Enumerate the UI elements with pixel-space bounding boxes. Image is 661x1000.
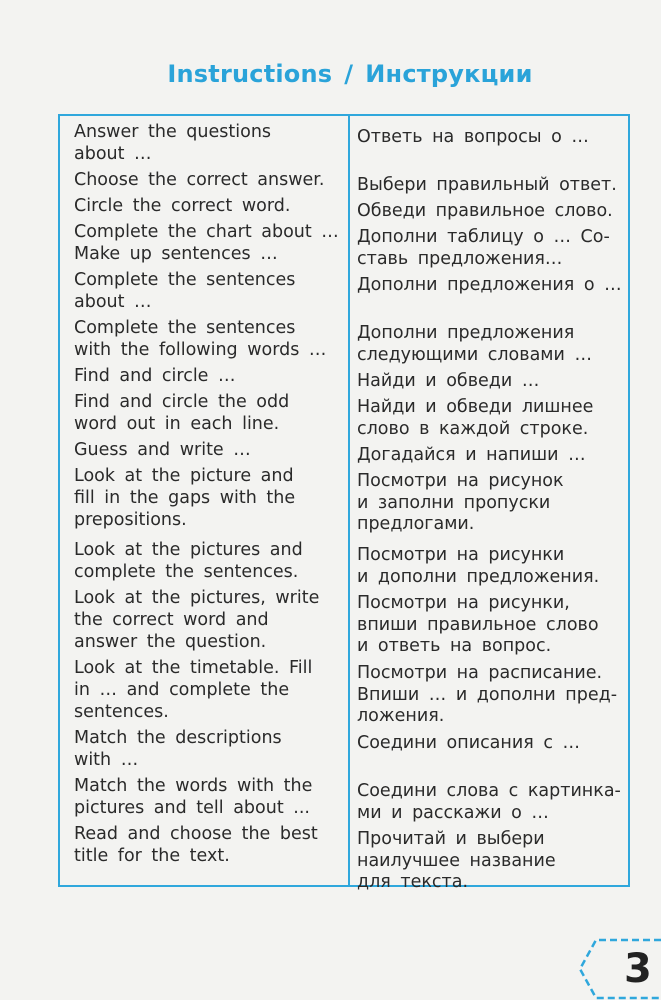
row-11-russian-line-1: Посмотри на рисунки bbox=[357, 545, 565, 565]
page-number: 3 bbox=[624, 946, 652, 992]
row-10-russian-line-2: и заполни пропуски bbox=[357, 492, 551, 513]
row-15-english-line-2: pictures and tell about ... bbox=[74, 798, 310, 818]
row-8-english-line-1: Find and circle the odd bbox=[74, 392, 290, 412]
title-separator: / bbox=[344, 60, 354, 88]
row-5-english-line-2: about … bbox=[74, 292, 152, 312]
title-russian: Инструкции bbox=[365, 60, 533, 88]
row-4-english-line-2: Make up sentences … bbox=[74, 244, 278, 264]
row-4-russian-line-2: ставь предложения… bbox=[357, 248, 563, 269]
column-divider bbox=[348, 114, 350, 887]
title-english: Instructions bbox=[167, 60, 333, 88]
row-11-english-line-2: complete the sentences. bbox=[74, 562, 299, 582]
row-7-russian-line-1: Найди и обведи … bbox=[357, 371, 540, 391]
row-8-english-line-2: word out in each line. bbox=[74, 414, 280, 434]
row-12-english-line-3: answer the question. bbox=[74, 632, 267, 652]
row-7-english-line-1: Find and circle … bbox=[74, 366, 236, 386]
row-12-english-line-2: the correct word and bbox=[74, 610, 269, 630]
row-1-english-line-2: about … bbox=[74, 144, 152, 164]
row-16-russian-line-1: Прочитай и выбери bbox=[357, 829, 545, 849]
row-9-english-line-1: Guess and write … bbox=[74, 440, 251, 460]
row-2-english-line-1: Choose the correct answer. bbox=[74, 170, 325, 190]
row-9-russian-line-1: Догадайся и напиши … bbox=[357, 445, 586, 465]
row-6-english-line-1: Complete the sentences bbox=[74, 318, 296, 338]
row-6-russian-line-2: следующими словами … bbox=[357, 344, 592, 365]
row-13-english-line-1: Look at the timetable. Fill bbox=[74, 658, 313, 678]
row-10-english-line-3: prepositions. bbox=[74, 510, 187, 530]
row-11-russian-line-2: и дополни предложения. bbox=[357, 566, 600, 587]
row-13-english-line-2: in … and complete the bbox=[74, 680, 290, 700]
row-2-russian-line-1: Выбери правильный ответ. bbox=[357, 175, 617, 195]
row-5-russian-line-1: Дополни предложения о … bbox=[357, 275, 622, 295]
row-15-english-line-1: Match the words with the bbox=[74, 776, 313, 796]
row-16-russian-line-3: для текста. bbox=[357, 872, 469, 892]
page-title bbox=[0, 60, 661, 88]
row-10-russian-line-1: Посмотри на рисунок bbox=[357, 471, 564, 491]
row-16-english-line-1: Read and choose the best bbox=[74, 824, 318, 844]
row-10-english-line-2: fill in the gaps with the bbox=[74, 488, 296, 508]
row-12-russian-line-3: и ответь на вопрос. bbox=[357, 636, 552, 656]
row-10-english-line-1: Look at the picture and bbox=[74, 466, 294, 486]
row-13-russian-line-3: ложения. bbox=[357, 706, 445, 726]
row-13-english-line-3: sentences. bbox=[74, 702, 169, 722]
row-13-russian-line-1: Посмотри на расписание. bbox=[357, 663, 603, 683]
row-14-english-line-1: Match the descriptions bbox=[74, 728, 282, 748]
row-8-russian-line-2: слово в каждой строке. bbox=[357, 418, 589, 439]
row-12-russian-line-1: Посмотри на рисунки, bbox=[357, 593, 570, 613]
row-6-english-line-2: with the following words … bbox=[74, 340, 327, 360]
row-3-english-line-1: Circle the correct word. bbox=[74, 196, 291, 216]
row-14-english-line-2: with … bbox=[74, 750, 139, 770]
row-4-russian-line-1: Дополни таблицу о … Со- bbox=[357, 227, 610, 247]
row-8-russian-line-1: Найди и обведи лишнее bbox=[357, 397, 594, 417]
row-15-russian-line-1: Соедини слова с картинка- bbox=[357, 781, 621, 801]
row-3-russian-line-1: Обведи правильное слово. bbox=[357, 201, 613, 221]
row-16-russian-line-2: наилучшее название bbox=[357, 850, 556, 871]
row-10-russian-line-3: предлогами. bbox=[357, 514, 475, 534]
row-15-russian-line-2: ми и расскажи о … bbox=[357, 802, 549, 823]
row-5-english-line-1: Complete the sentences bbox=[74, 270, 296, 290]
row-13-russian-line-2: Впиши … и дополни пред- bbox=[357, 684, 618, 705]
row-12-english-line-1: Look at the pictures, write bbox=[74, 588, 320, 608]
row-6-russian-line-1: Дополни предложения bbox=[357, 323, 575, 343]
row-14-russian-line-1: Соедини описания с … bbox=[357, 733, 580, 753]
row-16-english-line-2: title for the text. bbox=[74, 846, 230, 866]
row-12-russian-line-2: впиши правильное слово bbox=[357, 614, 599, 635]
row-11-english-line-1: Look at the pictures and bbox=[74, 540, 303, 560]
row-1-russian-line-1: Ответь на вопросы о … bbox=[357, 127, 589, 147]
row-1-english-line-1: Answer the questions bbox=[74, 122, 272, 142]
row-4-english-line-1: Complete the chart about … bbox=[74, 222, 339, 242]
